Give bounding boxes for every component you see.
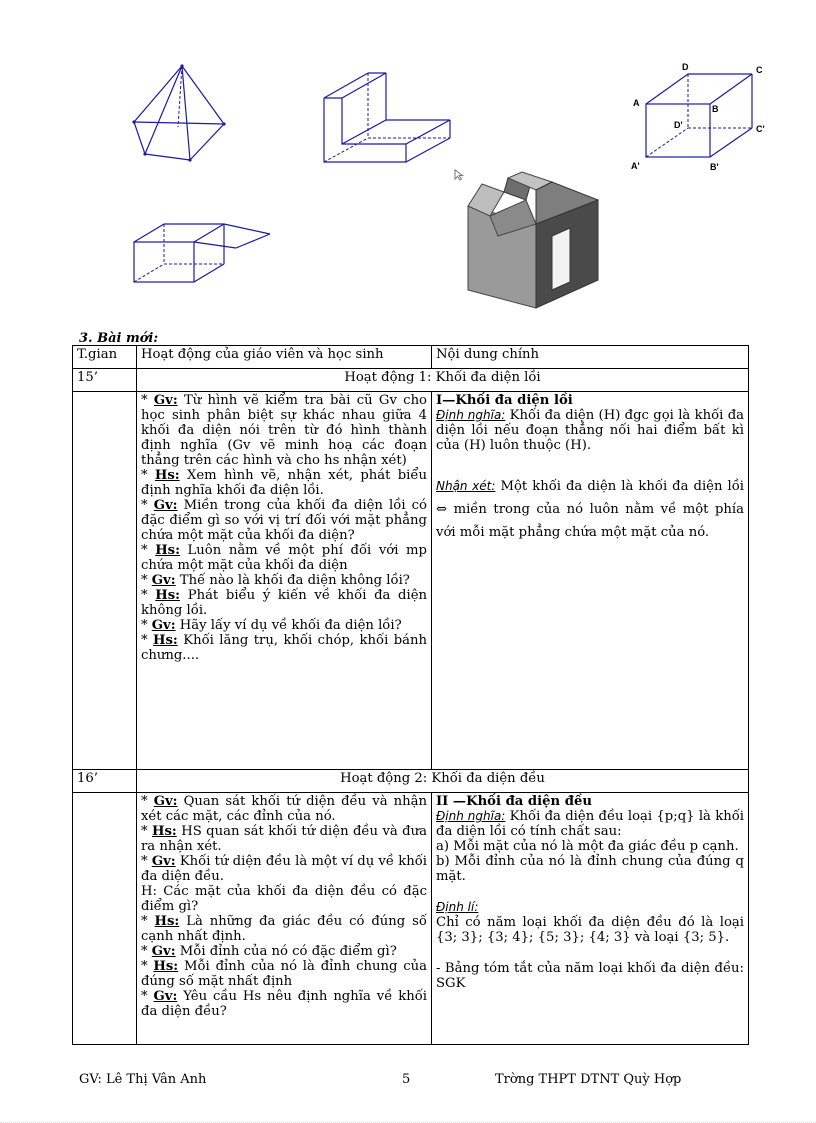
list-item: * Hs: HS quan sát khối tứ diện đều và đưa ra nhận xét.	[141, 824, 427, 854]
list-item: * Gv: Yêu cầu Hs nêu định nghĩa về khối đa diện đều?	[141, 989, 427, 1019]
activity-1-time: 15’	[73, 369, 137, 392]
cube-vertex-label: D	[682, 62, 689, 72]
pyramid-figure	[128, 62, 238, 164]
joined-boxes-figure	[128, 218, 276, 288]
activity-column-header: Hoạt động của giáo viên và học sinh	[137, 346, 432, 369]
list-item: * Gv: Khối tứ diện đều là một ví dụ về khối đa diện đều.	[141, 854, 427, 884]
list-item: * Gv: Hãy lấy ví dụ về khối đa diện lồi?	[141, 618, 402, 633]
activity-1-body-row	[73, 392, 749, 770]
cube-vertex-label: B'	[710, 162, 719, 172]
time-column-header: T.gian	[73, 346, 137, 369]
theorem-text: Chỉ có năm loại khối đa diện đều đó là loại {3; 3}; {3; 4}; {5; 3}; {4; 3} và loại {3; 5}.	[436, 915, 744, 945]
section-title: 3. Bài mới:	[79, 331, 159, 346]
labelled-cube-figure	[628, 60, 778, 178]
grey-solid-figure	[460, 170, 610, 312]
table-header-row	[73, 346, 749, 369]
remark: Nhận xét: Một khối đa diện là khối đa diện lồi ⇔ miền trong của nó luôn nằm về một phía với mỗi mặt phẳng chứa một mặt của nó.	[436, 479, 744, 540]
list-item: * Gv: Thế nào là khối đa diện không lồi?	[141, 573, 410, 588]
activity-1-title-row	[73, 369, 749, 392]
activity-2-body-row	[73, 793, 749, 1045]
list-item: * Gv: Mỗi đỉnh của nó có đặc điểm gì?	[141, 944, 397, 959]
list-item: * Hs: Luôn nằm về một phí đối với mp chứa một mặt của khối đa diện	[141, 543, 427, 573]
footer-teacher: GV: Lê Thị Vân Anh	[79, 1072, 207, 1087]
footer-page-number: 5	[402, 1072, 411, 1087]
property-b: b) Mỗi đỉnh của nó là đỉnh chung của đúng q mặt.	[436, 854, 744, 884]
content-column-header: Nội dung chính	[432, 346, 749, 369]
content-heading: II —Khối đa diện đều	[436, 794, 592, 809]
activity-1-dialogue	[137, 392, 432, 770]
list-item: * Hs: Xem hình vẽ, nhận xét, phát biểu định nghĩa khối đa diện lồi.	[141, 468, 427, 498]
activity-1-time-cell	[73, 392, 137, 770]
activity-2-title-row	[73, 770, 749, 793]
cube-vertex-label: C	[756, 65, 763, 75]
cube-vertex-label: D'	[674, 120, 683, 130]
theorem-label: Định lí:	[436, 900, 479, 914]
activity-1-content	[432, 392, 749, 770]
list-item: * Gv: Miền trong của khối đa diện lồi có đặc điểm gì so với vị trí đối với mặt phẳng chứa một mặt của khối đa diện?	[141, 498, 427, 543]
list-item: * Hs: Khối lăng trụ, khối chóp, khối bánh chưng....	[141, 633, 427, 663]
list-item: * Gv: Quan sát khối tứ diện đều và nhận xét các mặt, các đỉnh của nó.	[141, 794, 427, 824]
cube-vertex-label: C'	[756, 124, 765, 134]
list-item: * Hs: Là những đa giác đều có đúng số cạnh nhất định.	[141, 914, 427, 944]
activity-1-title: Hoạt động 1: Khối đa diện lồi	[137, 369, 749, 392]
equivalence-symbol: ⇔	[436, 502, 448, 517]
activity-2-dialogue	[137, 793, 432, 1045]
property-a: a) Mỗi mặt của nó là một đa giác đều p cạnh.	[436, 839, 739, 854]
list-item: H: Các mặt của khối đa diện đều có đặc điểm gì?	[141, 884, 427, 914]
definition: Định nghĩa: Khối đa diện (H) đgc gọi là khối đa diện lồi nếu đoạn thẳng nối hai điểm bất kì của (H) luôn thuộc (H).	[436, 408, 745, 453]
lesson-table	[72, 345, 749, 1045]
definition: Định nghĩa: Khối đa diện đều loại {p;q} là khối đa diện lồi có tính chất sau:	[436, 809, 745, 839]
cube-vertex-label: B	[712, 104, 719, 114]
summary-note: - Bảng tóm tắt của năm loại khối đa diện đều: SGK	[436, 961, 744, 991]
cube-vertex-label: A	[633, 98, 640, 108]
activity-2-time-cell	[73, 793, 137, 1045]
list-item: * Hs: Phát biểu ý kiến về khối đa diện không lồi.	[141, 588, 427, 618]
l-shaped-prism-figure	[318, 68, 458, 168]
list-item: * Gv: Từ hình vẽ kiểm tra bài cũ Gv cho học sinh phân biệt sự khác nhau giữa 4 khối đa diện nói trên từ đó hình thành định nghĩa (Gv vẽ minh hoạ các đoạn thẳng trên các hình và cho hs nhận xét)	[141, 393, 427, 468]
list-item: * Hs: Mỗi đỉnh của nó là đỉnh chung của đúng số mặt nhất định	[141, 959, 427, 989]
activity-2-content	[432, 793, 749, 1045]
footer-school: Trờng THPT DTNT Quỳ Hợp	[495, 1072, 682, 1087]
content-heading: I—Khối đa diện lồi	[436, 393, 573, 408]
activity-2-title: Hoạt động 2: Khối đa diện đều	[137, 770, 749, 793]
cube-vertex-label: A'	[631, 161, 640, 171]
activity-2-time: 16’	[73, 770, 137, 793]
